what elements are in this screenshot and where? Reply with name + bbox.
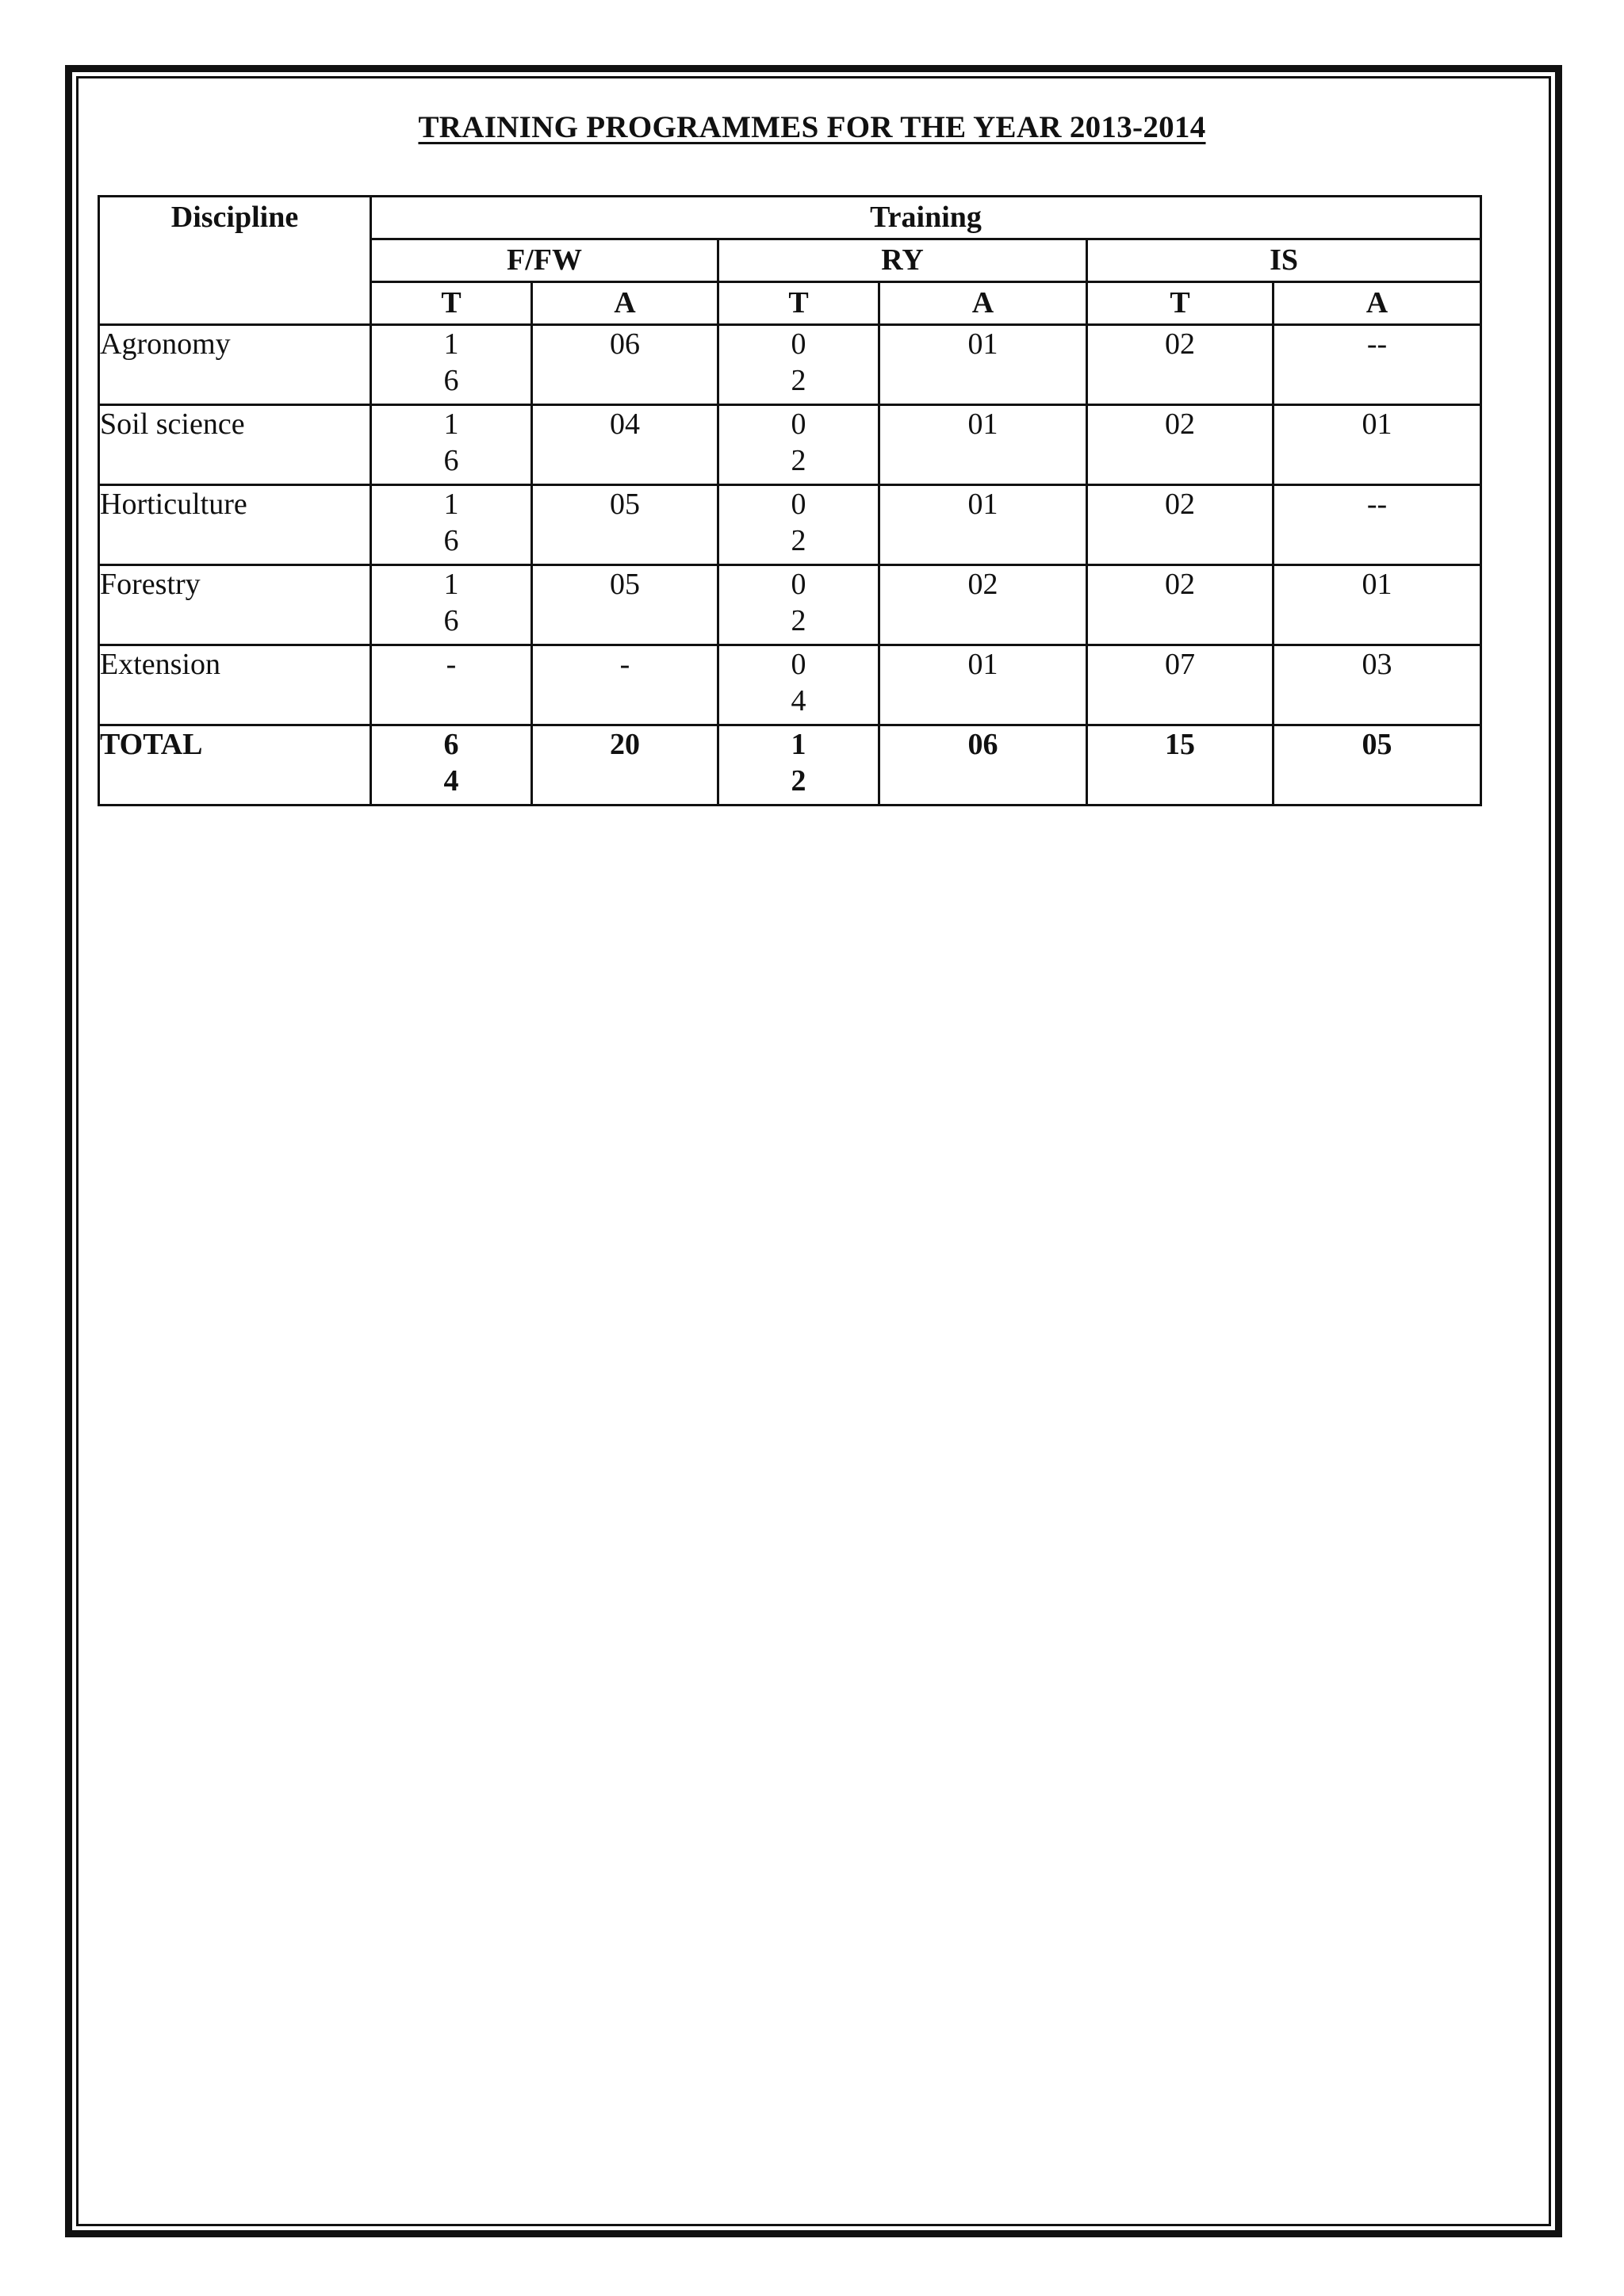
cell-is-a: 03 xyxy=(1274,645,1481,725)
cell-is-a: 01 xyxy=(1274,565,1481,645)
row-discipline-total: TOTAL xyxy=(99,725,371,806)
row-discipline: Agronomy xyxy=(99,325,371,405)
cell-ry-a: 02 xyxy=(879,565,1087,645)
cell-ry-t xyxy=(718,405,879,485)
row-discipline: Soil science xyxy=(99,405,371,485)
table-row xyxy=(99,325,1481,405)
cell-ffw-a: 05 xyxy=(532,565,718,645)
header-row-1 xyxy=(99,197,1481,239)
cell-ry-a: 01 xyxy=(879,485,1087,565)
header-discipline: Discipline xyxy=(99,197,371,325)
cell-ry-t xyxy=(718,565,879,645)
cell-value: 04 xyxy=(791,648,806,718)
table-row xyxy=(99,485,1481,565)
cell-is-a: -- xyxy=(1274,325,1481,405)
cell-value: 02 xyxy=(791,408,806,477)
cell-ry-a: 01 xyxy=(879,405,1087,485)
cell-value: 02 xyxy=(791,488,806,557)
cell-is-t: 02 xyxy=(1087,405,1274,485)
header-sub-ffw-a: A xyxy=(532,282,718,325)
header-sub-is-a: A xyxy=(1274,282,1481,325)
cell-value: 16 xyxy=(443,327,459,397)
cell-is-t: 02 xyxy=(1087,485,1274,565)
cell-value: 64 xyxy=(443,728,459,798)
cell-ffw-t xyxy=(371,325,532,405)
row-discipline: Forestry xyxy=(99,565,371,645)
cell-ry-t xyxy=(718,485,879,565)
cell-ffw-a: 04 xyxy=(532,405,718,485)
header-sub-is-t: T xyxy=(1087,282,1274,325)
cell-value: - xyxy=(446,648,457,681)
cell-total-is-t: 15 xyxy=(1087,725,1274,806)
table-row xyxy=(99,565,1481,645)
cell-ffw-a: 06 xyxy=(532,325,718,405)
row-discipline: Extension xyxy=(99,645,371,725)
cell-ry-t xyxy=(718,325,879,405)
cell-total-ffw-a: 20 xyxy=(532,725,718,806)
cell-is-t: 02 xyxy=(1087,325,1274,405)
cell-ry-t xyxy=(718,645,879,725)
cell-ffw-a: - xyxy=(532,645,718,725)
cell-is-t: 02 xyxy=(1087,565,1274,645)
document-title xyxy=(0,109,1624,145)
table-row-total xyxy=(99,725,1481,806)
cell-total-ry-a: 06 xyxy=(879,725,1087,806)
header-sub-ry-a: A xyxy=(879,282,1087,325)
cell-ry-a: 01 xyxy=(879,325,1087,405)
cell-value: 12 xyxy=(791,728,806,798)
table-row xyxy=(99,405,1481,485)
cell-value: 16 xyxy=(443,488,459,557)
cell-is-a: -- xyxy=(1274,485,1481,565)
header-group-ffw: F/FW xyxy=(371,239,718,282)
cell-value: 02 xyxy=(791,327,806,397)
header-sub-ffw-t: T xyxy=(371,282,532,325)
cell-ffw-t xyxy=(371,485,532,565)
cell-is-t: 07 xyxy=(1087,645,1274,725)
cell-value: 02 xyxy=(791,568,806,637)
cell-total-ry-t xyxy=(718,725,879,806)
cell-ffw-t xyxy=(371,645,532,725)
cell-total-is-a: 05 xyxy=(1274,725,1481,806)
cell-ffw-t xyxy=(371,405,532,485)
cell-ry-a: 01 xyxy=(879,645,1087,725)
cell-ffw-t xyxy=(371,565,532,645)
cell-value: 16 xyxy=(443,408,459,477)
cell-is-a: 01 xyxy=(1274,405,1481,485)
header-training: Training xyxy=(371,197,1481,239)
document-title-text: TRAINING PROGRAMMES FOR THE YEAR 2013-2014 xyxy=(418,110,1206,144)
header-group-ry: RY xyxy=(718,239,1087,282)
training-programmes-table xyxy=(98,195,1482,806)
cell-value: 16 xyxy=(443,568,459,637)
header-group-is: IS xyxy=(1087,239,1481,282)
header-sub-ry-t: T xyxy=(718,282,879,325)
table-row xyxy=(99,645,1481,725)
row-discipline: Horticulture xyxy=(99,485,371,565)
cell-total-ffw-t xyxy=(371,725,532,806)
cell-ffw-a: 05 xyxy=(532,485,718,565)
